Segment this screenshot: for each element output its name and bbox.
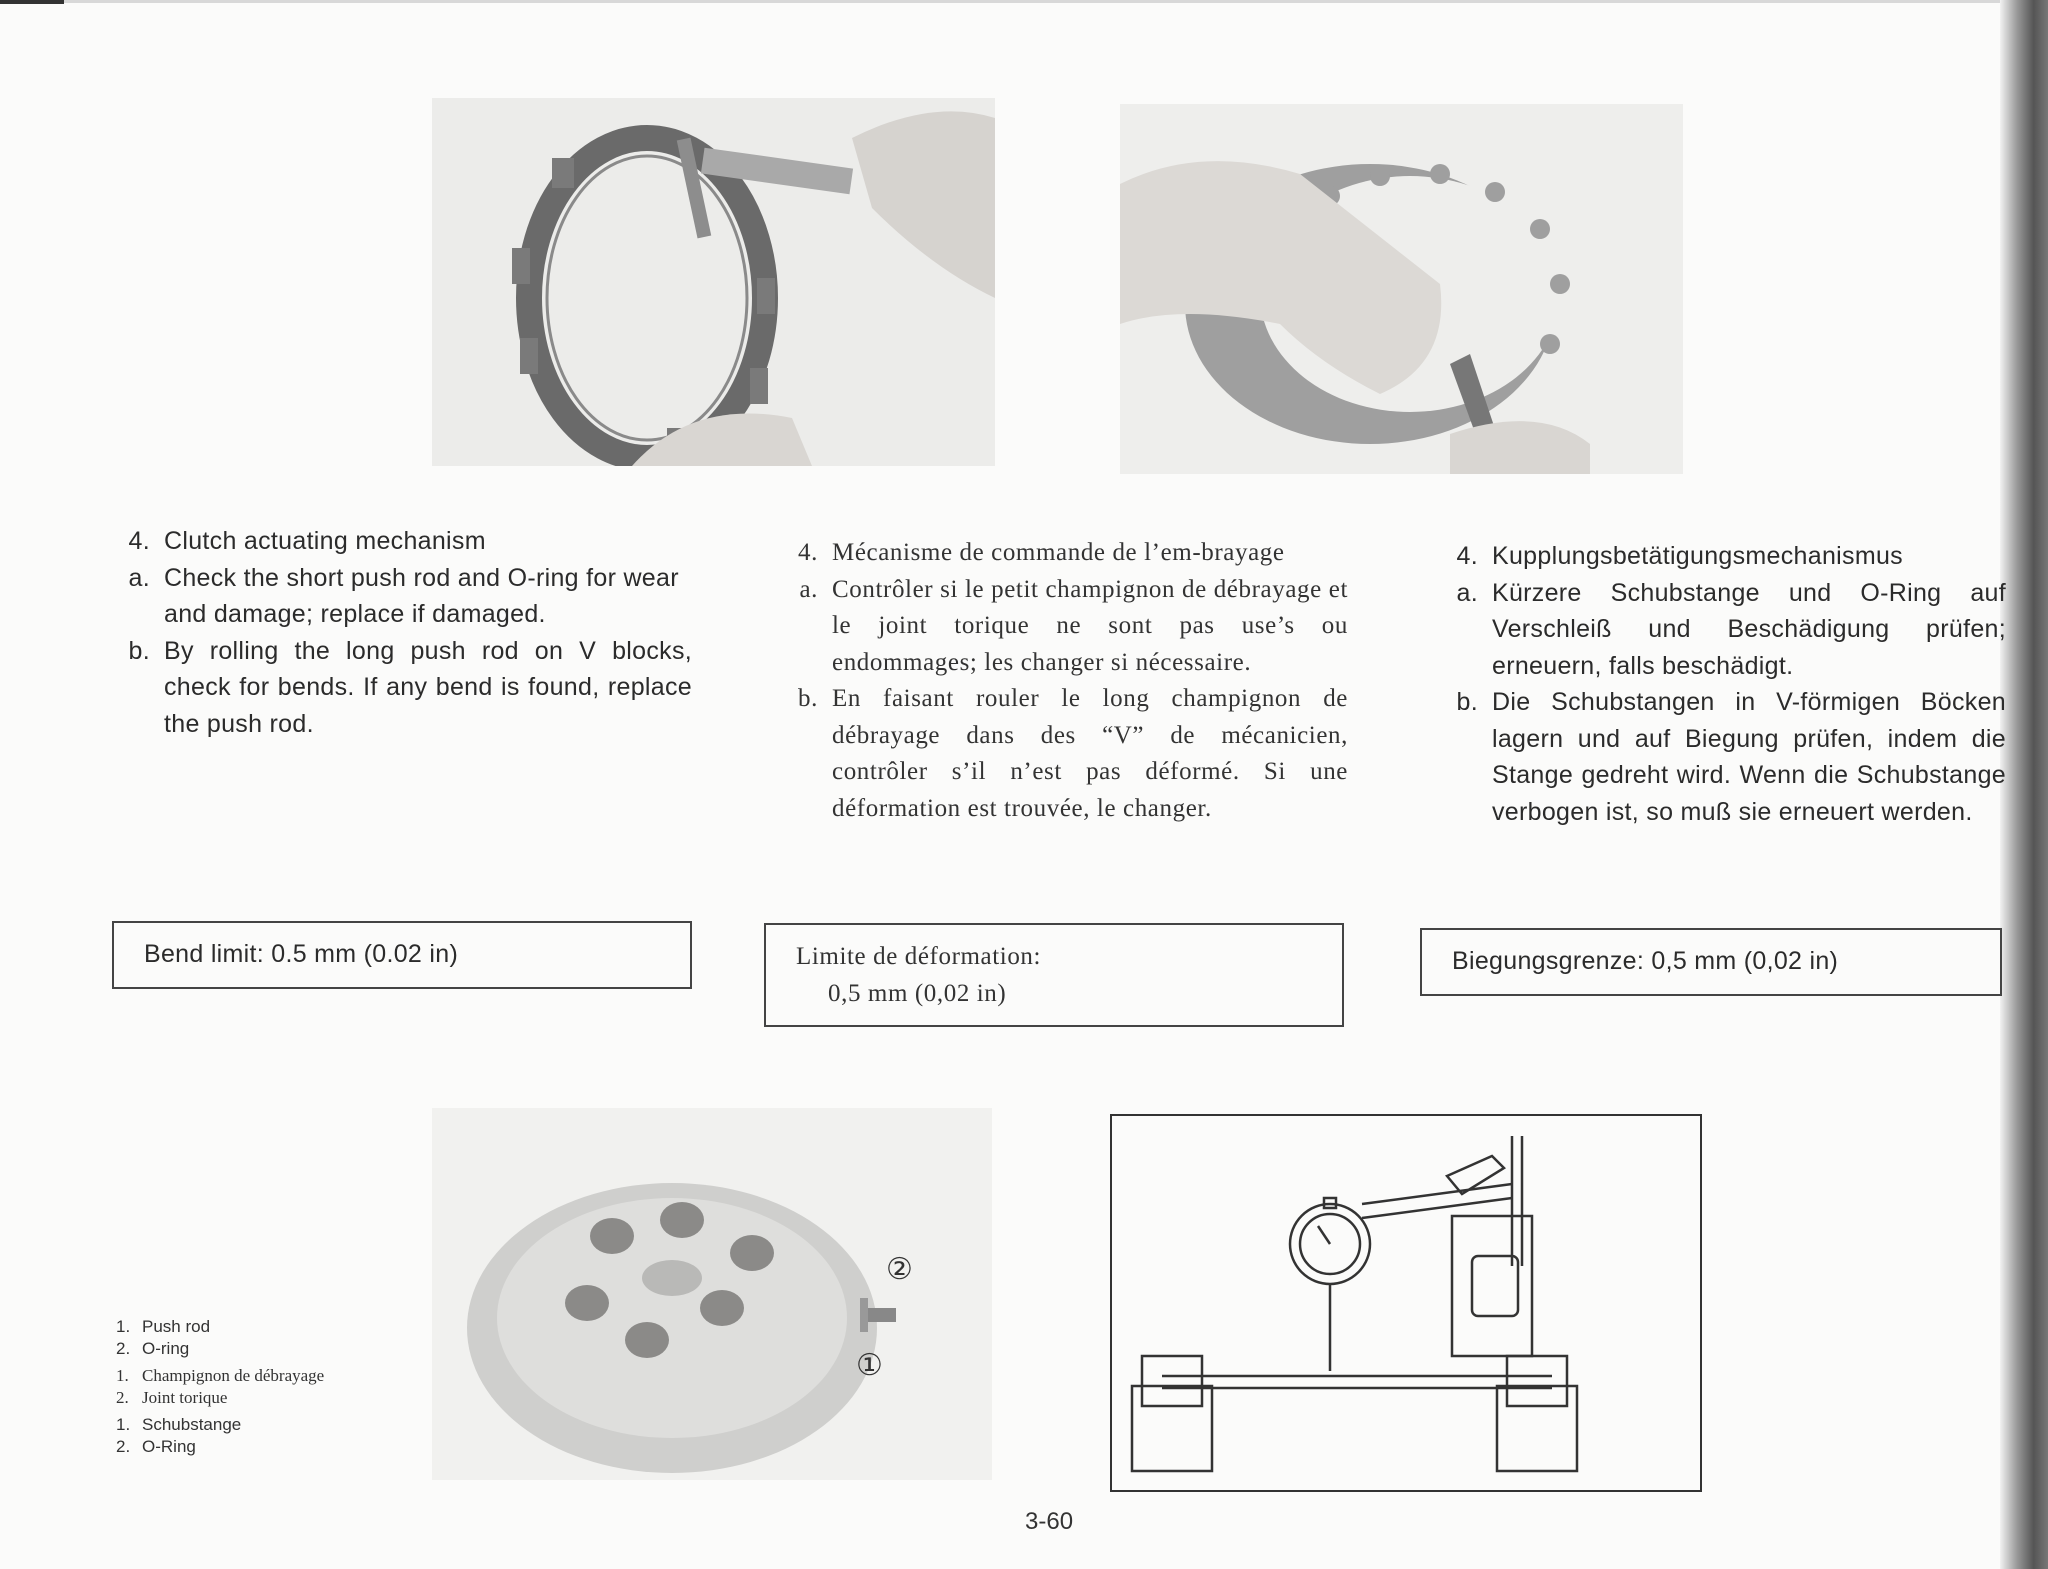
english-spec-text: Bend limit: 0.5 mm (0.02 in) — [144, 940, 459, 968]
figure-legend — [116, 1316, 416, 1463]
page-number: 3-60 — [1025, 1508, 1074, 1535]
english-item-a-label: a. — [128, 563, 150, 592]
clutch-plate-hand-illustration — [1120, 104, 1683, 474]
english-item-a-text: Check the short push rod and O-ring for wear and damage; replace if damaged. — [164, 563, 679, 628]
french-spec-value: 0,5 mm (0,02 in) — [828, 979, 1007, 1007]
legend-de-1-num: 1. — [116, 1415, 131, 1434]
legend-fr-2-num: 2. — [116, 1387, 129, 1407]
german-item-a-text: Kürzere Schubstange und O-Ring auf Verschleiß und Beschädigung prüfen; erneuern, falls beschädigt. — [1492, 578, 2006, 680]
french-item-a-text: Contrôler si le petit champignon de débrayage et le joint torique ne sont pas use’s ou endommages; les changer si nécessaire. — [832, 575, 1348, 676]
english-heading — [112, 523, 692, 560]
photo-clutch-plate-hand — [1120, 104, 1683, 474]
english-section — [112, 523, 692, 742]
legend-de-2-num: 2. — [116, 1436, 131, 1456]
german-item-a-label: a. — [1456, 578, 1478, 607]
french-spec-box — [764, 923, 1344, 1027]
legend-de-2-text: O-Ring — [142, 1436, 196, 1456]
legend-de-1-text: Schubstange — [142, 1415, 242, 1434]
english-spec-box — [112, 921, 692, 989]
legend-en-1-num: 1. — [116, 1317, 131, 1336]
photo-friction-plate-caliper — [432, 98, 995, 466]
french-spec-label: Limite de déformation: — [796, 943, 1042, 970]
german-heading — [1440, 538, 2006, 575]
english-item-a — [112, 560, 692, 633]
clutch-boss-illustration — [432, 1108, 992, 1480]
legend-fr-1-text: Champignon de débrayage — [142, 1366, 325, 1385]
french-item-a-label: a. — [799, 575, 818, 603]
german-heading-number: 4. — [1456, 542, 1478, 570]
french-item-b-label: b. — [798, 685, 818, 712]
legend-en-2-text: O-ring — [142, 1338, 190, 1358]
french-heading-text: Mécanisme de commande de l’em-brayage — [832, 539, 1285, 566]
corner-mark — [0, 0, 64, 4]
french-item-b-text: En faisant rouler le long champignon de débrayage dans des “V” de mécanicien, contrôler s’il n’est pas déformé. Si une déformation est trouvée, le changer. — [832, 685, 1348, 822]
english-heading-text: Clutch actuating mechanism — [164, 527, 486, 555]
diagram-v-block-dial-gauge — [1110, 1114, 1702, 1492]
callout-two: ② — [886, 1253, 913, 1286]
page-top-edge — [0, 0, 2048, 3]
legend-fr-1-num: 1. — [116, 1366, 129, 1385]
french-item-a — [780, 572, 1348, 682]
english-item-b-text: By rolling the long push rod on V blocks, check for bends. If any bend is found, replace the push rod. — [164, 636, 692, 738]
v-block-dial-gauge-drawing — [1112, 1116, 1700, 1490]
german-item-a — [1440, 575, 2006, 685]
book-spine-shadow — [2000, 0, 2048, 1569]
german-heading-text: Kupplungsbetätigungsmechanismus — [1492, 542, 1903, 570]
german-item-b — [1440, 684, 2006, 830]
english-heading-number: 4. — [128, 527, 150, 555]
legend-en-2-num: 2. — [116, 1338, 131, 1358]
callout-one: ① — [856, 1349, 883, 1382]
german-item-b-label: b. — [1456, 688, 1478, 716]
legend-fr-2-text: Joint torique — [142, 1387, 228, 1407]
french-heading-number: 4. — [798, 539, 818, 566]
german-section — [1440, 538, 2006, 830]
legend-german — [116, 1414, 416, 1457]
english-item-b — [112, 633, 692, 743]
german-spec-box — [1420, 928, 2002, 996]
french-heading — [780, 535, 1348, 572]
photo-clutch-boss-push-rod — [432, 1108, 992, 1480]
english-item-b-label: b. — [128, 636, 150, 665]
french-section — [780, 535, 1348, 827]
friction-plate-caliper-illustration — [432, 98, 995, 466]
german-item-b-text: Die Schubstangen in V-förmigen Böcken lagern und auf Biegung prüfen, indem die Stange gedreht wird. Wenn die Schubstange verbogen ist, so muß sie erneuert werden. — [1492, 688, 2006, 826]
legend-en-1-text: Push rod — [142, 1317, 211, 1336]
french-item-b — [780, 681, 1348, 827]
legend-english — [116, 1316, 416, 1359]
legend-french — [116, 1365, 416, 1408]
german-spec-text: Biegungsgrenze: 0,5 mm (0,02 in) — [1452, 947, 1839, 975]
